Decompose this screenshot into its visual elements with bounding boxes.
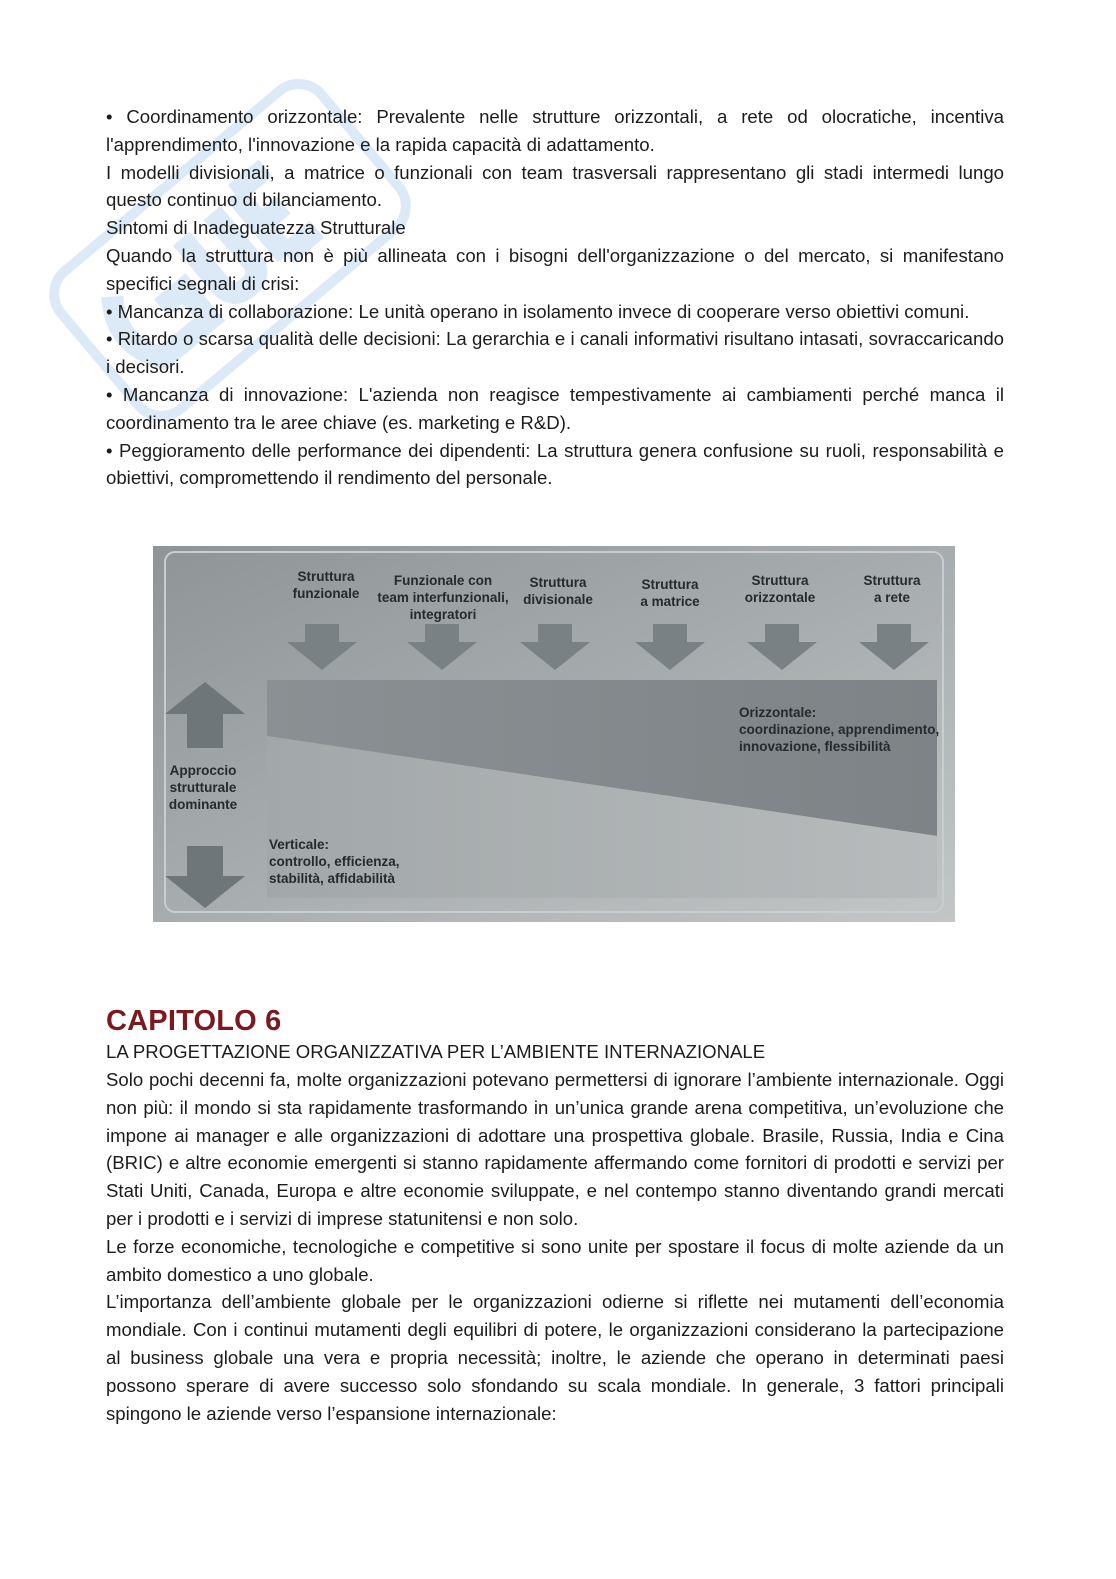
vertical-label: Verticale: controllo, efficienza, stabilità, affidabilità <box>269 837 400 886</box>
paragraph: Quando la struttura non è più allineata con i bisogni dell'organizzazione o del mercato, si manifestano specifici segnali di crisi: <box>106 244 1004 294</box>
chapter-subtitle: LA PROGETTAZIONE ORGANIZZATIVA PER L’AMBIENTE INTERNAZIONALE <box>106 1041 766 1062</box>
chapter-title: CAPITOLO 6 <box>106 1005 282 1037</box>
structure-figure <box>153 546 955 922</box>
horizontal-label: Orizzontale: coordinazione, apprendimento, innovazione, flessibilità <box>739 705 940 754</box>
column-label: Struttura a matrice <box>640 577 700 609</box>
paragraph: I modelli divisionali, a matrice o funzionali con team trasversali rappresentano gli stadi intermedi lungo questo continuo di bilanciamento. <box>106 161 1004 211</box>
bullet-item: • Mancanza di innovazione: L'azienda non reagisce tempestivamente ai cambiamenti perché manca il coordinamento tra le aree chiave (es. marketing e R&D). <box>106 383 1004 433</box>
paragraph: Solo pochi decenni fa, molte organizzazioni potevano permettersi di ignorare l’ambiente internazionale. Oggi non più: il mondo si sta rapidamente trasformando in un’unica grande arena competitiva, un’evoluzione che impone ai manager e alle organizzazioni di adottare una prospettiva globale. Brasile, Russia, India e Cina (BRIC) e altre economie emergenti si stanno rapidamente affermando come fornitori di prodotti e servizi per Stati Uniti, Canada, Europa e altre economie sviluppate, e nel contempo stanno diventando grandi mercati per i prodotti e i servizi di imprese statunitensi e non solo. <box>106 1069 1004 1229</box>
bottom-text-block <box>106 1066 1004 1427</box>
top-text-block <box>106 103 1004 492</box>
section-heading: Sintomi di Inadeguatezza Strutturale <box>106 217 406 239</box>
axis-label: Approccio strutturale dominante <box>168 763 238 812</box>
paragraph: • Coordinamento orizzontale: Prevalente nelle strutture orizzontali, a rete od olocratiche, incentiva l'apprendimento, l'innovazione e la rapida capacità di adattamento. <box>106 106 1004 155</box>
column-label: Funzionale con team interfunzionali, integratori <box>377 573 509 622</box>
column-label: Struttura funzionale <box>292 569 360 601</box>
bullet-item: • Mancanza di collaborazione: Le unità operano in isolamento invece di cooperare verso obiettivi comuni. <box>106 300 970 322</box>
bullet-item: • Ritardo o scarsa qualità delle decisioni: La gerarchia e i canali informativi risultano intasati, sovraccaricando i decisori. <box>106 328 1004 378</box>
column-label: Struttura a rete <box>863 573 921 605</box>
bullet-item: • Peggioramento delle performance dei dipendenti: La struttura genera confusione su ruoli, responsabilità e obiettivi, compromettendo il rendimento del personale. <box>106 439 1004 489</box>
column-label: Struttura divisionale <box>523 575 593 607</box>
column-label: Struttura orizzontale <box>744 573 816 605</box>
paragraph: Le forze economiche, tecnologiche e competitive si sono unite per spostare il focus di molte aziende da un ambito domestico a uno globale. <box>106 1235 1004 1285</box>
paragraph: L’importanza dell’ambiente globale per le organizzazioni odierne si riflette nei mutamenti dell’economia mondiale. Con i continui mutamenti degli equilibri di potere, le organizzazioni considerano la partecipazione al business globale una vera e propria necessità; inoltre, le aziende che operano in determinati paesi possono sperare di avere successo solo sfondando su scala mondiale. In generale, 3 fattori principali spingono le aziende verso l’espansione internazionale: <box>106 1291 1004 1424</box>
